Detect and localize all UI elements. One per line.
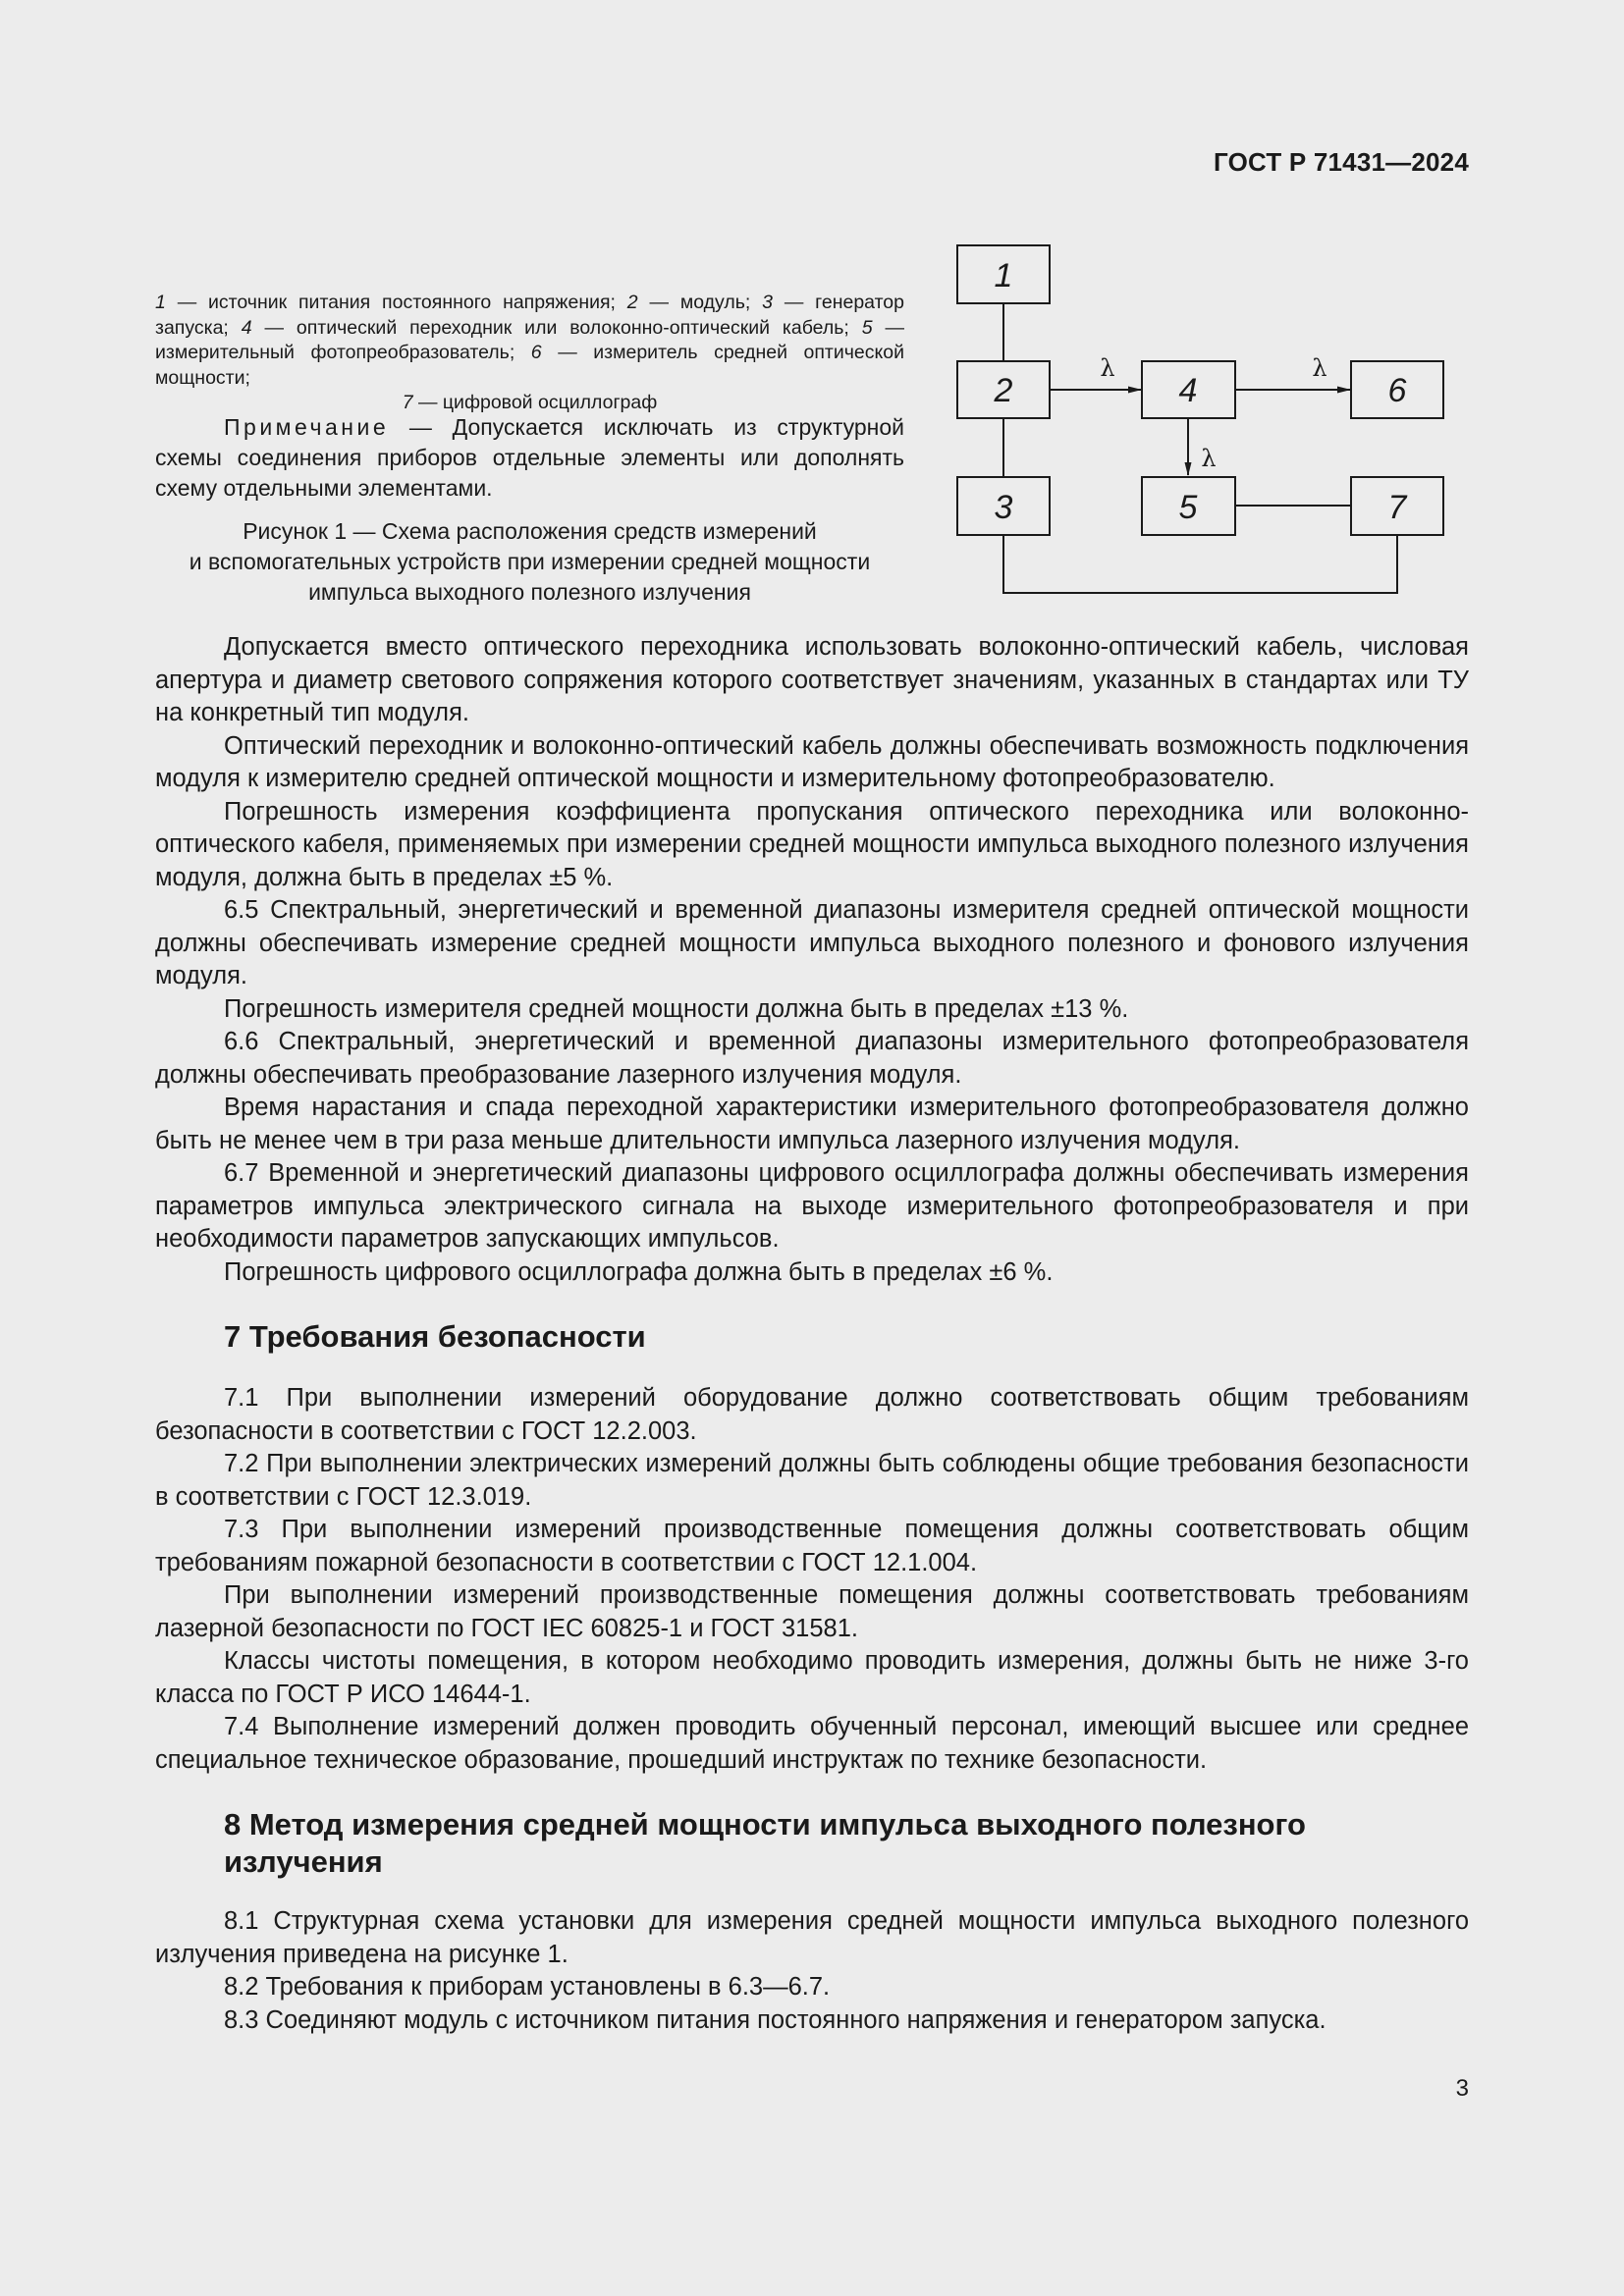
- paragraph: Классы чистоты помещения, в котором необходимо проводить измерения, должны быть не ниже 3-го класса по ГОСТ Р ИСО 14644-1.: [155, 1647, 1469, 1708]
- block-diagram: [943, 236, 1473, 609]
- paragraph: 7.2 При выполнении электрических измерений должны быть соблюдены общие требования безопасности в соответствии с ГОСТ 12.3.019.: [155, 1450, 1469, 1511]
- box-label-1: 1: [994, 257, 1013, 294]
- paragraph: 6.6 Спектральный, энергетический и временной диапазоны измерительного фотопреобразователя должны обеспечивать преобразование лазерного излучения модуля.: [155, 1028, 1469, 1089]
- spacer: [155, 1881, 1469, 1905]
- figure-note: [155, 412, 904, 504]
- paragraph: Допускается вместо оптического переходника использовать волоконно-оптический кабель, числовая апертура и диаметр светового сопряжения которого соответствует значениям, указанных в стандартах или ТУ на конкретный тип модуля.: [155, 633, 1469, 726]
- legend-num-6: 6: [530, 342, 542, 363]
- paragraph: 8.1 Структурная схема установки для измерения средней мощности импульса выходного полезного излучения приведена на рисунке 1.: [155, 1907, 1469, 1968]
- lambda-label-4-6: λ: [1312, 354, 1327, 382]
- caption-line-3: импульса выходного полезного излучения: [308, 579, 751, 605]
- lambda-label-4-5: λ: [1201, 445, 1217, 472]
- document-number: ГОСТ Р 71431—2024: [1214, 147, 1469, 177]
- box-label-3: 3: [994, 489, 1013, 526]
- box-label-6: 6: [1387, 372, 1407, 409]
- note-paragraph: [155, 412, 904, 504]
- page-number: 3: [1455, 2075, 1469, 2102]
- paragraph: Погрешность измерителя средней мощности должна быть в пределах ±13 %.: [224, 994, 1129, 1023]
- lambda-label-2-4: λ: [1100, 354, 1115, 382]
- note-label: Примечание: [224, 414, 390, 440]
- paragraph: При выполнении измерений производственные помещения должны соответствовать требованиям лазерной безопасности по ГОСТ IEC 60825-1 и ГОСТ 31581.: [155, 1581, 1469, 1642]
- legend-text-3: — генератор запуска;: [155, 292, 904, 339]
- paragraph: 6.5 Спектральный, энергетический и временной диапазоны измерителя средней оптической мощности должны обеспечивать измерение средней мощности импульса выходного полезного и фонового излучения модуля.: [155, 896, 1469, 989]
- line-3-7-loop: [1003, 535, 1397, 593]
- legend-text-7: — цифровой осциллограф: [412, 392, 658, 413]
- legend-text-5: — измерительный фотопреобразователь;: [155, 316, 904, 363]
- paragraph: 7.1 При выполнении измерений оборудование должно соответствовать общим требованиям безопасности в соответствии с ГОСТ 12.2.003.: [155, 1384, 1469, 1445]
- box-label-7: 7: [1387, 489, 1407, 526]
- paragraph: 7.4 Выполнение измерений должен проводить обученный персонал, имеющий высшее или среднее специальное техническое образование, прошедший инструктаж по технике безопасности.: [155, 1713, 1469, 1774]
- figure-caption: [155, 516, 904, 608]
- body-text: [155, 631, 1469, 2037]
- legend-num-7: 7: [402, 392, 413, 413]
- box-label-2: 2: [994, 372, 1013, 409]
- legend-text-6: — измеритель средней оптической мощности;: [155, 342, 904, 389]
- legend-num-4: 4: [241, 316, 252, 339]
- note-text: — Допускается исключать из структурной схемы соединения приборов отдельные элементы или дополнять схему отдельными элементами.: [155, 414, 904, 501]
- paragraph: 8.3 Соединяют модуль с источником питания постоянного напряжения и генератором запуска.: [224, 2005, 1326, 2034]
- section-8-heading: 8 Метод измерения средней мощности импульса выходного полезного излучения: [224, 1807, 1306, 1879]
- paragraph: Погрешность измерения коэффициента пропускания оптического переходника или волоконно-оптического кабеля, применяемых при измерении средней мощности импульса выходного полезного излучения модуля, должна быть в пределах ±5 %.: [155, 797, 1469, 891]
- caption-line-2: и вспомогательных устройств при измерении средней мощности: [189, 549, 871, 574]
- paragraph: 7.3 При выполнении измерений производственные помещения должны соответствовать общим требованиям пожарной безопасности в соответствии с ГОСТ 12.1.004.: [155, 1516, 1469, 1576]
- spacer: [155, 1289, 1469, 1318]
- spacer: [155, 1356, 1469, 1382]
- legend-num-5: 5: [861, 316, 873, 339]
- legend-num-1: 1: [155, 292, 166, 313]
- legend-text-4: — оптический переходник или волоконно-оптический кабель;: [251, 316, 862, 339]
- legend-text-1: — источник питания постоянного напряжения;: [165, 292, 627, 313]
- paragraph: Погрешность цифрового осциллографа должна быть в пределах ±6 %.: [224, 1257, 1054, 1286]
- paragraph: Оптический переходник и волоконно-оптический кабель должны обеспечивать возможность подключения модуля к измерителю средней оптической мощности и измерительному фотопреобразователю.: [155, 731, 1469, 792]
- legend-num-2: 2: [626, 292, 638, 313]
- box-label-5: 5: [1178, 489, 1198, 526]
- paragraph: Время нарастания и спада переходной характеристики измерительного фотопреобразователя должно быть не менее чем в три раза меньше длительности импульса лазерного излучения модуля.: [155, 1094, 1469, 1154]
- box-label-4: 4: [1178, 372, 1198, 409]
- section-7-heading: 7 Требования безопасности: [224, 1319, 646, 1354]
- spacer: [155, 1777, 1469, 1806]
- figure-legend: [155, 291, 904, 416]
- legend-num-3: 3: [762, 292, 773, 313]
- caption-line-1: Рисунок 1 — Схема расположения средств измерений: [243, 518, 817, 544]
- legend-text-2: — модуль;: [637, 292, 763, 313]
- paragraph: 8.2 Требования к приборам установлены в 6.3—6.7.: [224, 1973, 831, 2001]
- paragraph: 6.7 Временной и энергетический диапазоны цифрового осциллографа должны обеспечивать измерения параметров импульса электрического сигнала на выходе измерительного фотопреобразователя и при необходимости параметров запускающих импульсов.: [155, 1159, 1469, 1253]
